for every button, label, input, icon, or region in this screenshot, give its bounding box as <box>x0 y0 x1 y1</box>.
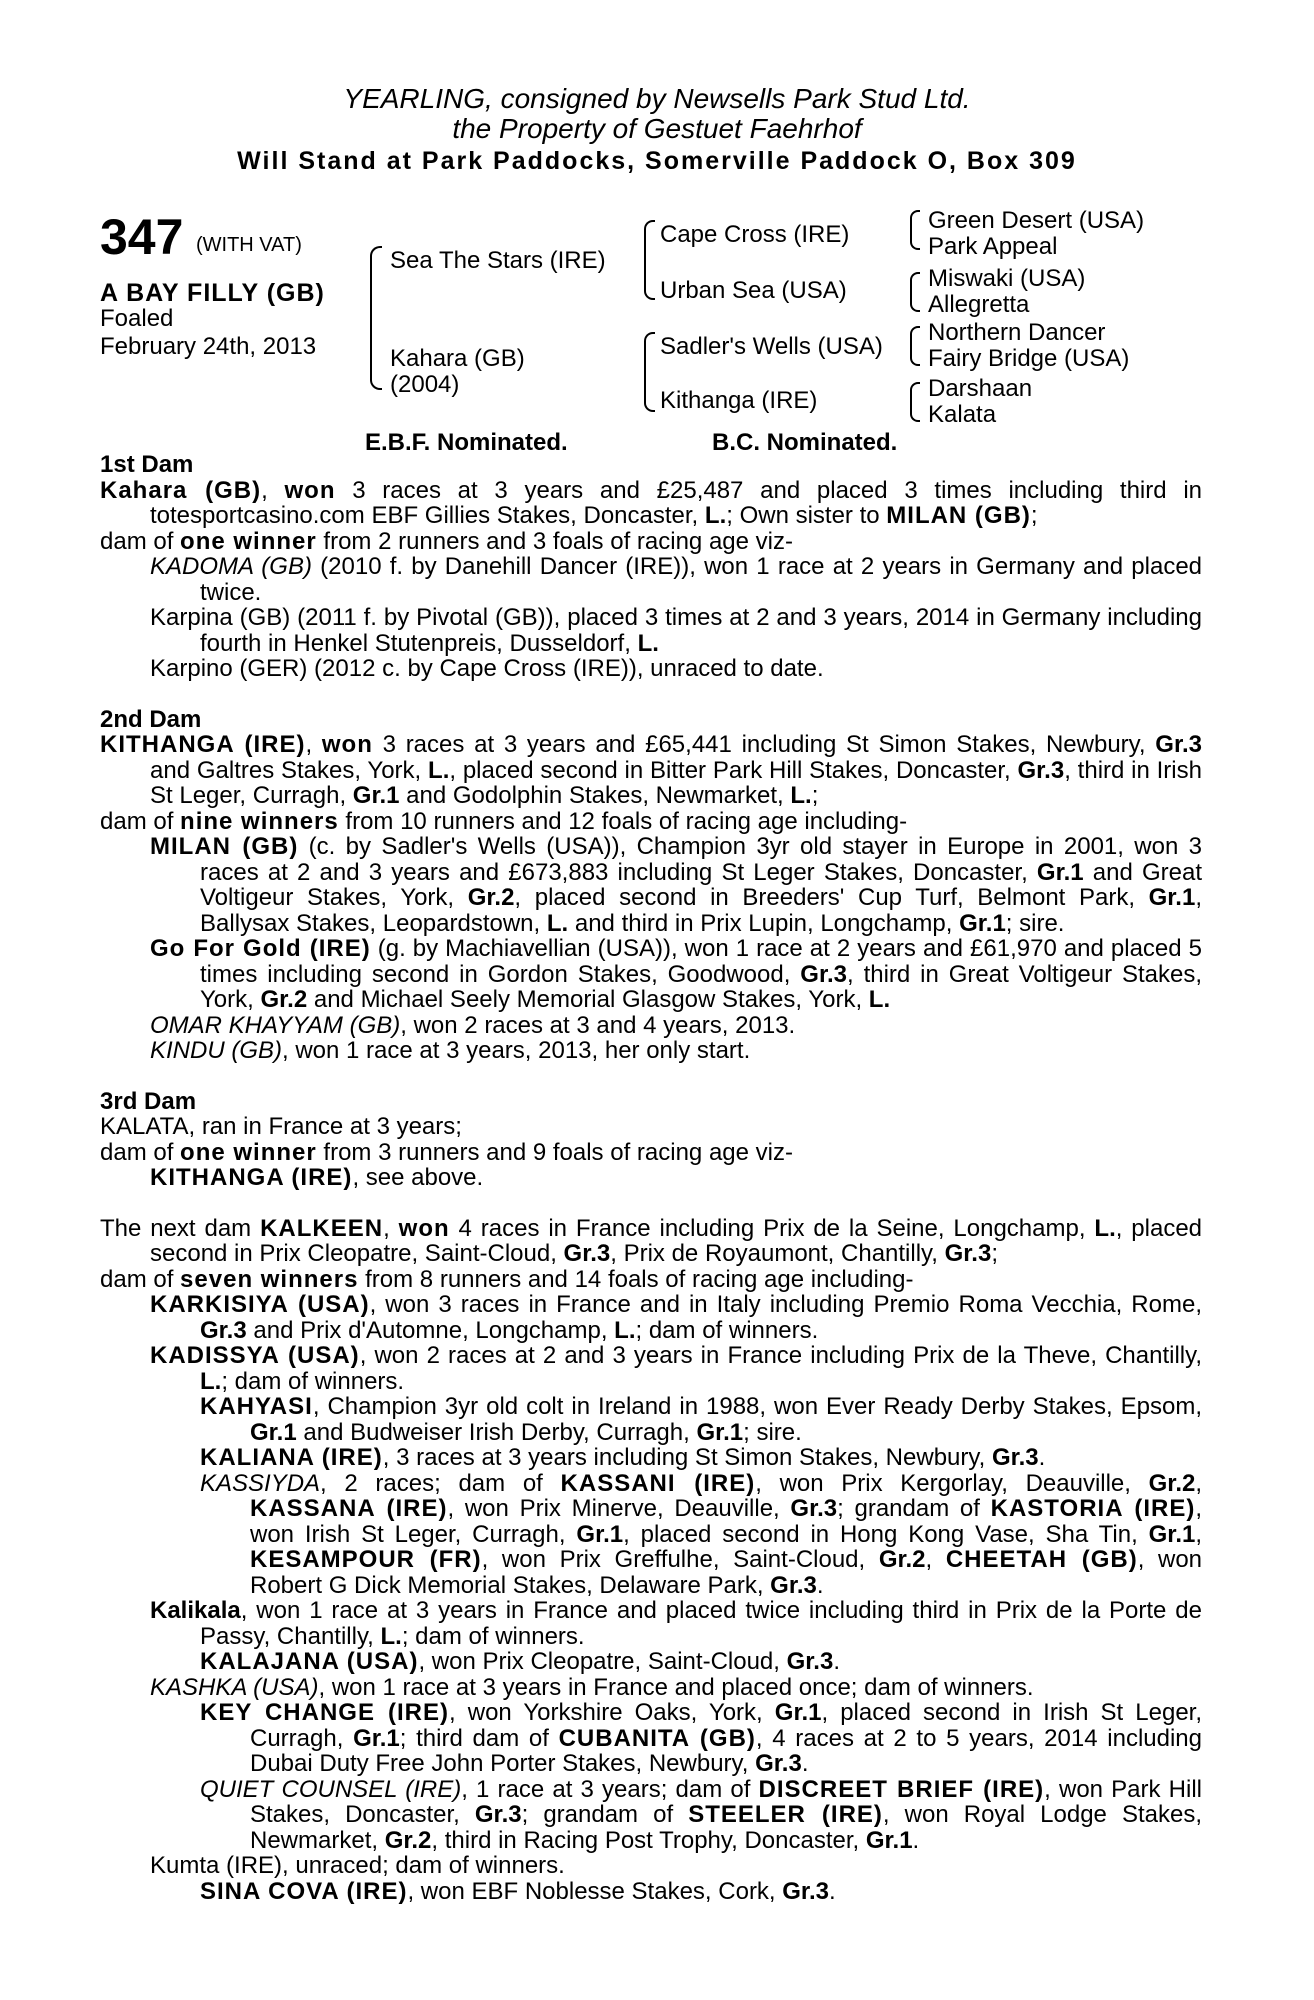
pedigree-dam: Kahara (GB) <box>390 345 525 372</box>
pedigree-dam-sire: Sadler's Wells (USA) <box>660 333 883 360</box>
offspring-go-for-gold: Go For Gold (IRE) (g. by Machiavellian (USA)), won 1 race at 2 years and £61,970 and placed 5 times including second in Gordon Stakes, Goodwood, Gr.3, third in Great Voltigeur Stakes, York, Gr.2 and Michael Seely Memorial Glasgow Stakes, York, L. <box>150 935 1202 1013</box>
brace-2 <box>910 272 920 312</box>
bc-nominated: B.C. Nominated. <box>712 429 898 456</box>
offspring-kalajana: KALAJANA (USA), won Prix Cleopatre, Saint-Cloud, Gr.3. <box>200 1648 840 1675</box>
offspring-kahyasi: KAHYASI, Champion 3yr old colt in Ireland in 1988, won Ever Ready Derby Stakes, Epsom, Gr.1 and Budweiser Irish Derby, Curragh, Gr.1; sire. <box>200 1393 1202 1446</box>
pedigree-sss: Green Desert (USA) <box>928 207 1145 234</box>
offspring-kashka: KASHKA (USA), won 1 race at 3 years in France and placed once; dam of winners. <box>150 1673 1034 1701</box>
pedigree-body <box>100 452 1202 1904</box>
offspring-kaliana: KALIANA (IRE), 3 races at 3 years including St Simon Stakes, Newbury, Gr.3. <box>200 1444 1046 1471</box>
foaled-label: Foaled <box>100 305 174 332</box>
foaled-date: February 24th, 2013 <box>100 333 317 360</box>
pedigree-dds: Darshaan <box>928 375 1033 402</box>
first-dam-record: Kahara (GB), won 3 races at 3 years and £25,487 and placed 3 times including third in totesportcasino.com EBF Gillies Stakes, Doncaster, L.; Own sister to MILAN (GB); <box>100 476 1202 529</box>
fourth-dam-produce: dam of seven winners from 8 runners and 14 foals of racing age including- <box>100 1265 914 1293</box>
first-dam-heading: 1st Dam <box>100 451 194 478</box>
second-dam-record: KITHANGA (IRE), won 3 races at 3 years and £65,441 including St Simon Stakes, Newbury, Gr.3 and Galtres Stakes, York, L., placed second in Bitter Park Hill Stakes, Doncaster, Gr.3, third in Irish St Leger, Curragh, Gr.1 and Godolphin Stakes, Newmarket, L.; <box>100 731 1202 809</box>
pedigree-sds: Miswaki (USA) <box>928 265 1086 292</box>
sire-brace <box>644 220 655 300</box>
third-dam-record: KALATA, ran in France at 3 years; <box>100 1113 462 1140</box>
offspring-omar-khayyam: OMAR KHAYYAM (GB), won 2 races at 3 and 4 years, 2013. <box>150 1011 796 1039</box>
pedigree-sdd: Allegretta <box>928 291 1030 318</box>
second-dam-produce: dam of nine winners from 10 runners and 12 foals of racing age including- <box>100 807 908 835</box>
offspring-key-change: KEY CHANGE (IRE), won Yorkshire Oaks, York, Gr.1, placed second in Irish St Leger, Curragh, Gr.1; third dam of CUBANITA (GB), 4 races at 2 to 5 years, 2014 including Dubai Duty Free John Porter Stakes, Newbury, Gr.3. <box>200 1699 1203 1777</box>
brace-3 <box>910 326 920 366</box>
ebf-nominated: E.B.F. Nominated. <box>365 429 568 456</box>
pedigree-dam-dam: Kithanga (IRE) <box>660 387 818 414</box>
lot-name: A BAY FILLY (GB) <box>100 279 325 307</box>
offspring-karpina: Karpina (GB) (2011 f. by Pivotal (GB)), placed 3 times at 2 and 3 years, 2014 in Germany including fourth in Henkel Stutenpreis, Dusseldorf, L. <box>150 604 1202 657</box>
sire-dam-brace <box>370 246 382 390</box>
offspring-karpino: Karpino (GER) (2012 c. by Cape Cross (IRE)), unraced to date. <box>150 655 824 682</box>
second-dam-heading: 2nd Dam <box>100 705 202 733</box>
third-dam-produce: dam of one winner from 3 runners and 9 foals of racing age viz- <box>100 1138 793 1166</box>
offspring-kadissya: KADISSYA (USA), won 2 races at 2 and 3 years in France including Prix de la Theve, Chantilly, L.; dam of winners. <box>150 1342 1203 1395</box>
offspring-kindu: KINDU (GB), won 1 race at 3 years, 2013, her only start. <box>150 1037 751 1064</box>
offspring-kithanga: KITHANGA (IRE), see above. <box>150 1164 484 1191</box>
pedigree-dam-year: (2004) <box>390 371 460 398</box>
offspring-kadoma: KADOMA (GB) (2010 f. by Danehill Dancer (IRE)), won 1 race at 2 years in Germany and placed twice. <box>150 553 1203 606</box>
offspring-kalikala: Kalikala, won 1 race at 3 years in France and placed twice including third in Prix de la Porte de Passy, Chantilly, L.; dam of winners. <box>150 1597 1202 1650</box>
third-dam-heading: 3rd Dam <box>100 1087 197 1115</box>
pedigree-dsd: Fairy Bridge (USA) <box>928 345 1130 372</box>
brace-4 <box>910 382 920 422</box>
dam-brace <box>644 332 655 412</box>
first-dam-produce: dam of one winner from 2 runners and 3 foals of racing age viz- <box>100 527 793 555</box>
pedigree-sire: Sea The Stars (IRE) <box>390 247 606 274</box>
offspring-karkisiya: KARKISIYA (USA), won 3 races in France and in Italy including Premio Roma Vecchia, Rome, Gr.3 and Prix d'Automne, Longchamp, L.; dam of winners. <box>150 1291 1202 1344</box>
pedigree-sire-dam: Urban Sea (USA) <box>660 277 847 304</box>
offspring-quiet-counsel: QUIET COUNSEL (IRE), 1 race at 3 years; dam of DISCREET BRIEF (IRE), won Park Hill Stakes, Doncaster, Gr.3; grandam of STEELER (IRE), won Royal Lodge Stakes, Newmarket, Gr.2, third in Racing Post Trophy, Doncaster, Gr.1. <box>200 1775 1202 1854</box>
offspring-sina-cova: SINA COVA (IRE), won EBF Noblesse Stakes, Cork, Gr.3. <box>200 1877 836 1905</box>
pedigree-ssd: Park Appeal <box>928 233 1058 260</box>
offspring-kassiyda: KASSIYDA, 2 races; dam of KASSANI (IRE), won Prix Kergorlay, Deauville, Gr.2, KASSANA (IRE), won Prix Minerve, Deauville, Gr.3; grandam of KASTORIA (IRE), won Irish St Leger, Curragh, Gr.1, placed second in Hong Kong Vase, Sha Tin, Gr.1, KESAMPOUR (FR), won Prix Greffulhe, Saint-Cloud, Gr.2, CHEETAH (GB), won Robert G Dick Memorial Stakes, Delaware Park, Gr.3. <box>200 1469 1203 1599</box>
offspring-kumta: Kumta (IRE), unraced; dam of winners. <box>150 1852 565 1879</box>
pedigree-ddd: Kalata <box>928 401 997 428</box>
location-line: Will Stand at Park Paddocks, Somerville Paddock O, Box 309 <box>237 147 1077 175</box>
brace-1 <box>910 210 920 250</box>
offspring-milan: MILAN (GB) (c. by Sadler's Wells (USA)), Champion 3yr old stayer in Europe in 2001, won 3 races at 2 and 3 years and £673,883 including St Leger Stakes, Doncaster, Gr.1 and Great Voltigeur Stakes, York, Gr.2, placed second in Breeders' Cup Turf, Belmont Park, Gr.1, Ballysax Stakes, Leopardstown, L. and third in Prix Lupin, Longchamp, Gr.1; sire. <box>150 833 1203 937</box>
vat-label: (WITH VAT) <box>196 234 302 256</box>
fourth-dam-record: The next dam KALKEEN, won 4 races in France including Prix de la Seine, Longchamp, L., placed second in Prix Cleopatre, Saint-Cloud, Gr.3, Prix de Royaumont, Chantilly, Gr.3; <box>100 1214 1203 1267</box>
pedigree-sire-sire: Cape Cross (IRE) <box>660 221 850 248</box>
pedigree-dss: Northern Dancer <box>928 319 1106 346</box>
property-line: the Property of Gestuet Faehrhof <box>452 113 862 144</box>
consignor-line: YEARLING, consigned by Newsells Park Stud Ltd. <box>343 83 971 114</box>
lot-number: 347 <box>100 209 184 265</box>
